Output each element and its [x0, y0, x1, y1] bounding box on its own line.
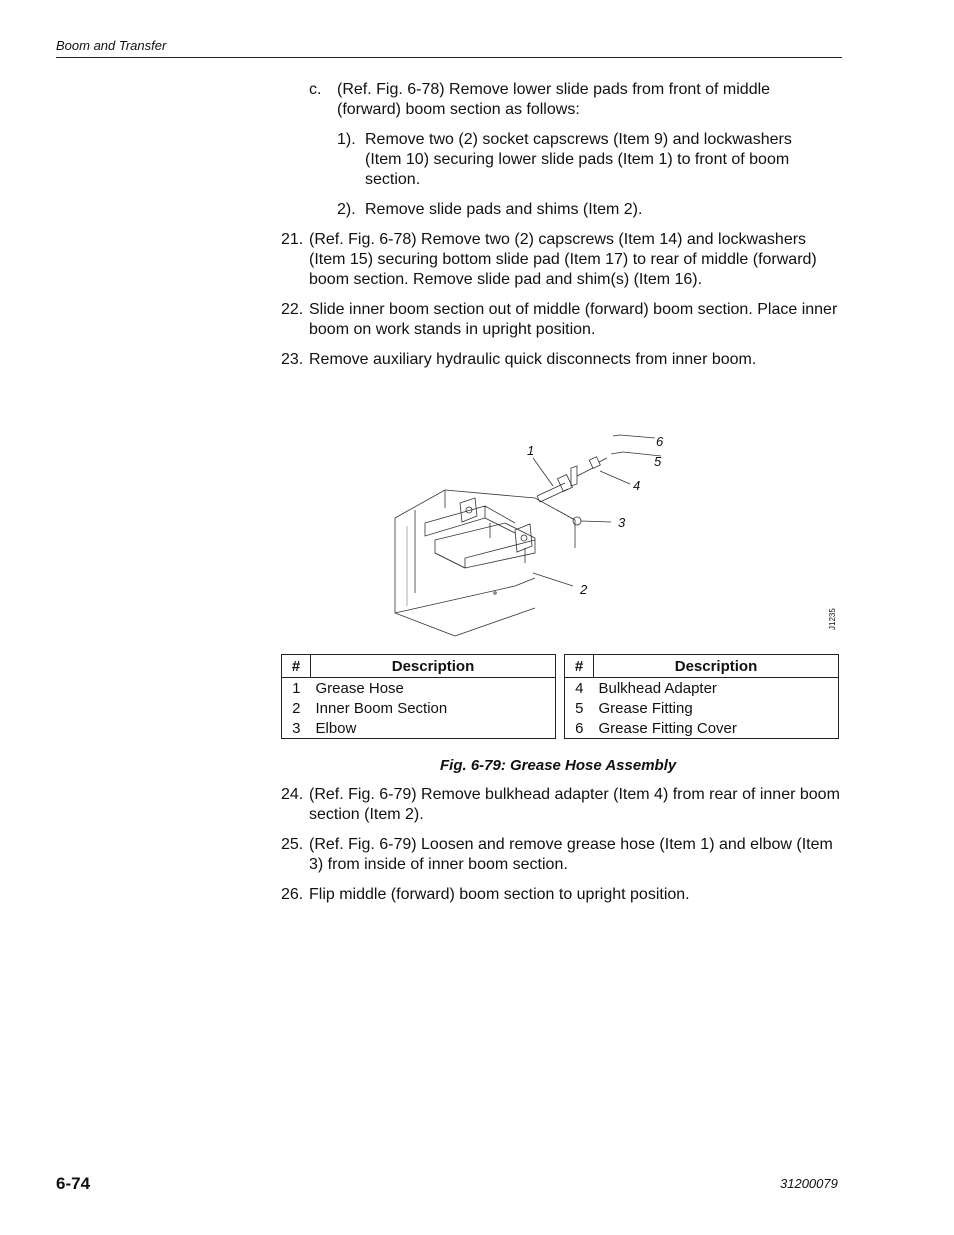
legend-item-description: Grease Hose	[315, 679, 404, 697]
legend-header-row	[282, 655, 556, 678]
legend-item-description: Elbow	[315, 719, 357, 737]
document-number: 31200079	[780, 1176, 838, 1191]
step-number: 22.	[281, 301, 304, 318]
legend-row	[565, 678, 839, 699]
step-number: 21.	[281, 231, 304, 248]
legend-item-description: Bulkhead Adapter	[598, 679, 717, 697]
legend-description-header: Description	[594, 655, 839, 678]
legend-row	[565, 698, 839, 718]
grease-hose-assembly-drawing	[385, 418, 845, 643]
legend-item-number: 2	[292, 699, 301, 717]
step-text: Remove auxiliary hydraulic quick disconnects from inner boom.	[309, 351, 757, 368]
legend-row	[565, 718, 839, 739]
callout-1: 1	[527, 443, 535, 458]
step-c	[309, 80, 809, 120]
page-number: 6-74	[56, 1174, 91, 1193]
leader-line-2	[533, 573, 573, 586]
step-text: Flip middle (forward) boom section to upright position.	[309, 886, 690, 903]
inner-boom-section-drawing	[395, 490, 575, 636]
header-rule	[56, 57, 842, 58]
legend-item-number: 6	[575, 719, 584, 737]
legend-item-description: Inner Boom Section	[315, 699, 448, 717]
step-25	[281, 835, 841, 875]
legend-table-left	[281, 654, 556, 739]
step-number: 24.	[281, 786, 304, 803]
callout-3: 3	[618, 515, 626, 530]
step-number: 1).	[337, 131, 356, 148]
step-24	[281, 785, 841, 825]
step-number: 2).	[337, 201, 356, 218]
elbow-drawing	[557, 510, 611, 525]
legend-hash-header: #	[282, 655, 311, 678]
grease-fitting-drawing	[611, 435, 661, 456]
legend-item-description: Grease Fitting	[598, 699, 693, 717]
legend-item-description: Grease Fitting Cover	[598, 719, 737, 737]
legend-item-number: 1	[292, 679, 301, 697]
legend-header-row	[565, 655, 839, 678]
step-22	[281, 300, 841, 340]
legend-table-right	[564, 654, 839, 739]
step-c-2	[337, 200, 827, 220]
step-text: Remove two (2) socket capscrews (Item 9) and lockwashers (Item 10) securing lower slide pads (Item 1) to front of boom section.	[365, 131, 792, 188]
step-number: c.	[309, 81, 322, 98]
leader-line-4	[600, 471, 630, 484]
step-21	[281, 230, 841, 290]
step-text: Slide inner boom section out of middle (forward) boom section. Place inner boom on work stands in upright position.	[309, 301, 838, 338]
legend-item-number: 4	[575, 679, 584, 697]
legend-item-number: 5	[575, 699, 584, 717]
step-text: (Ref. Fig. 6-78) Remove two (2) capscrews (Item 14) and lockwashers (Item 15) securing bottom slide pad (Item 17) to rear of middle (forward) boom section. Remove slide pad and shim(s) (Item 16).	[309, 231, 817, 288]
step-text: (Ref. Fig. 6-79) Loosen and remove grease hose (Item 1) and elbow (Item 3) from inside of inner boom section.	[309, 836, 833, 873]
step-c-1	[337, 130, 827, 190]
step-text: (Ref. Fig. 6-79) Remove bulkhead adapter (Item 4) from rear of inner boom section (Item 2).	[309, 786, 840, 823]
step-text: Remove slide pads and shims (Item 2).	[365, 201, 643, 218]
step-number: 25.	[281, 836, 304, 853]
figure-caption: Fig. 6-79: Grease Hose Assembly	[440, 757, 677, 774]
legend-description-header: Description	[311, 655, 556, 678]
legend-item-number: 3	[292, 719, 301, 737]
callout-5: 5	[654, 454, 662, 469]
section-header: Boom and Transfer	[56, 38, 167, 53]
step-number: 26.	[281, 886, 304, 903]
legend-row	[282, 718, 556, 739]
step-number: 23.	[281, 351, 304, 368]
callout-6: 6	[656, 434, 664, 449]
step-text: (Ref. Fig. 6-78) Remove lower slide pads from front of middle (forward) boom section as follows:	[337, 81, 771, 118]
step-26	[281, 885, 841, 905]
grease-hose-drawing	[533, 458, 572, 502]
legend-row	[282, 678, 556, 699]
step-23	[281, 350, 841, 370]
callout-2: 2	[580, 582, 588, 597]
callout-4: 4	[633, 478, 641, 493]
legend-row	[282, 698, 556, 718]
legend-hash-header: #	[565, 655, 594, 678]
drawing-id: J1235	[828, 608, 837, 630]
